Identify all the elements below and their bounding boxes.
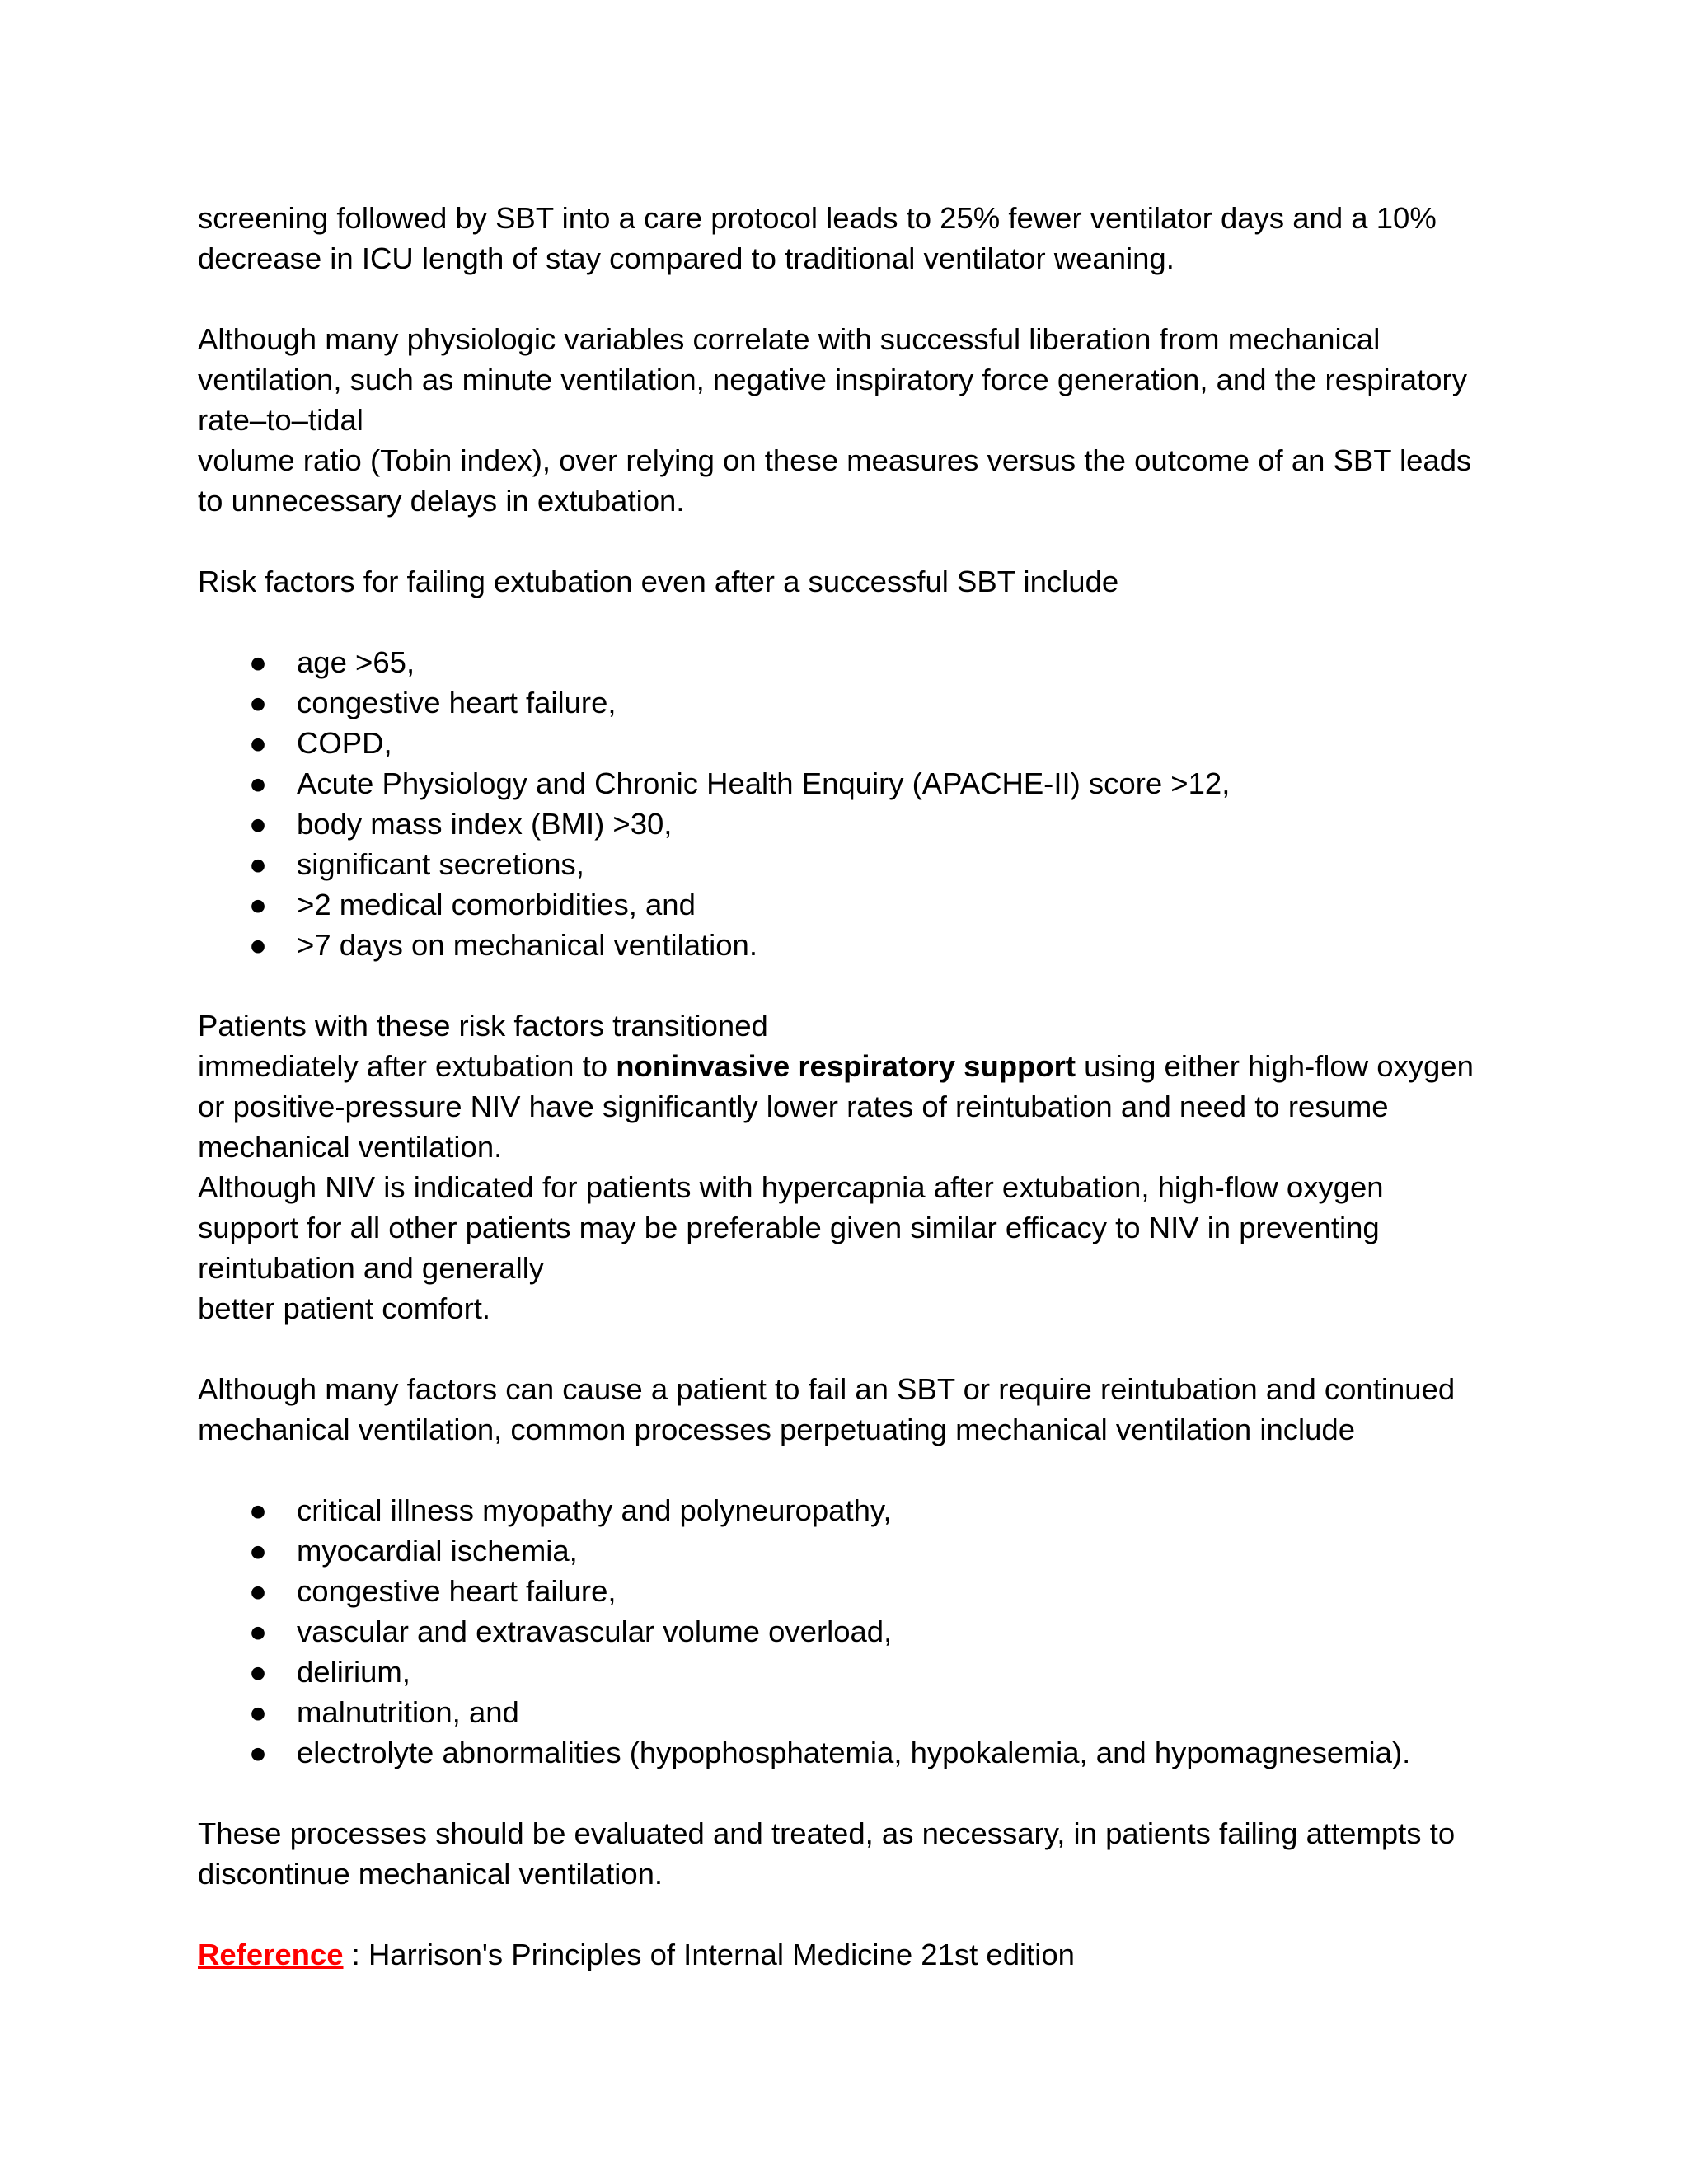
- paragraph-perpetuating-intro: [198, 1369, 1517, 1450]
- bullet-icon: ●: [249, 645, 268, 679]
- list-item: ● critical illness myopathy and polyneuropathy,: [198, 1490, 1517, 1530]
- list-item: ● congestive heart failure,: [198, 1571, 1517, 1611]
- paragraph-niv-vs-high-flow: [198, 1167, 1517, 1329]
- bullet-icon: ●: [249, 1736, 268, 1769]
- text-line: rate–to–tidal: [198, 403, 363, 437]
- bullet-icon: ●: [249, 1493, 268, 1527]
- bullet-icon: ●: [249, 888, 268, 921]
- list-item: ● malnutrition, and: [198, 1692, 1517, 1732]
- text-line: ventilation, such as minute ventilation, negative inspiratory force generation, and the respiratory: [198, 363, 1467, 396]
- list-item: ● delirium,: [198, 1652, 1517, 1692]
- paragraph-physiologic-variables: [198, 319, 1517, 521]
- reference-source: Harrison's Principles of Internal Medicine 21st edition: [368, 1938, 1075, 1971]
- text-line: better patient comfort.: [198, 1291, 491, 1325]
- text-line: decrease in ICU length of stay compared to traditional ventilator weaning.: [198, 241, 1175, 275]
- paragraph-noninvasive-support: [198, 1005, 1517, 1167]
- reference-separator: :: [343, 1938, 368, 1971]
- bullet-icon: ●: [249, 686, 268, 719]
- text-line: [198, 1934, 1517, 1975]
- bullet-icon: ●: [249, 1695, 268, 1729]
- list-item: ● significant secretions,: [198, 844, 1517, 884]
- text-line: discontinue mechanical ventilation.: [198, 1857, 663, 1891]
- text-line: Although many factors can cause a patient to fail an SBT or require reintubation and continued: [198, 1372, 1456, 1406]
- reference-link[interactable]: Reference: [198, 1938, 344, 1971]
- text-line: Risk factors for failing extubation even after a successful SBT include: [198, 565, 1119, 598]
- bullet-icon: ●: [249, 807, 268, 841]
- bullet-icon: ●: [249, 766, 268, 800]
- list-item: ● COPD,: [198, 723, 1517, 763]
- list-item: ● >7 days on mechanical ventilation.: [198, 925, 1517, 965]
- text-line: volume ratio (Tobin index), over relying on these measures versus the outcome of an SBT leads: [198, 443, 1472, 477]
- paragraph-evaluation: [198, 1813, 1517, 1894]
- list-item: ● electrolyte abnormalities (hypophosphatemia, hypokalemia, and hypomagnesemia).: [198, 1732, 1517, 1773]
- text-line: Although NIV is indicated for patients with hypercapnia after extubation, high-flow oxygen: [198, 1170, 1384, 1204]
- text-line: mechanical ventilation, common processes perpetuating mechanical ventilation include: [198, 1413, 1356, 1446]
- bullet-icon: ●: [249, 1534, 268, 1568]
- document-page: [198, 198, 1517, 2015]
- list-item: ● vascular and extravascular volume overload,: [198, 1611, 1517, 1652]
- reference-line: [198, 1934, 1517, 1975]
- list-item: ● age >65,: [198, 642, 1517, 682]
- text-line: Although many physiologic variables correlate with successful liberation from mechanical: [198, 322, 1381, 356]
- text-line: immediately after extubation to noninvasive respiratory support using either high-flow oxygen: [198, 1049, 1474, 1083]
- text-line: screening followed by SBT into a care protocol leads to 25% fewer ventilator days and a 10%: [198, 201, 1437, 235]
- risk-factors-list: [198, 642, 1517, 965]
- list-item: ● body mass index (BMI) >30,: [198, 804, 1517, 844]
- text-line: or positive-pressure NIV have significantly lower rates of reintubation and need to resume: [198, 1090, 1389, 1123]
- text-line: These processes should be evaluated and treated, as necessary, in patients failing attempts to: [198, 1816, 1456, 1850]
- text-line: reintubation and generally: [198, 1251, 545, 1285]
- text-line: Patients with these risk factors transitioned: [198, 1009, 768, 1043]
- bullet-icon: ●: [249, 928, 268, 962]
- text-line: mechanical ventilation.: [198, 1130, 503, 1164]
- list-item: ● >2 medical comorbidities, and: [198, 884, 1517, 925]
- perpetuating-processes-list: [198, 1490, 1517, 1773]
- bullet-icon: ●: [249, 847, 268, 881]
- bold-term: noninvasive respiratory support: [616, 1049, 1076, 1083]
- text-line: to unnecessary delays in extubation.: [198, 484, 685, 518]
- bullet-icon: ●: [249, 1615, 268, 1648]
- bullet-icon: ●: [249, 1574, 268, 1608]
- list-item: ● Acute Physiology and Chronic Health Enquiry (APACHE-II) score >12,: [198, 763, 1517, 804]
- list-item: ● myocardial ischemia,: [198, 1530, 1517, 1571]
- list-item: ● congestive heart failure,: [198, 682, 1517, 723]
- text-line: support for all other patients may be preferable given similar efficacy to NIV in preventing: [198, 1211, 1380, 1244]
- paragraph-risk-factors-intro: [198, 561, 1517, 602]
- bullet-icon: ●: [249, 726, 268, 760]
- paragraph-protocol-outcomes: [198, 198, 1517, 279]
- bullet-icon: ●: [249, 1655, 268, 1689]
